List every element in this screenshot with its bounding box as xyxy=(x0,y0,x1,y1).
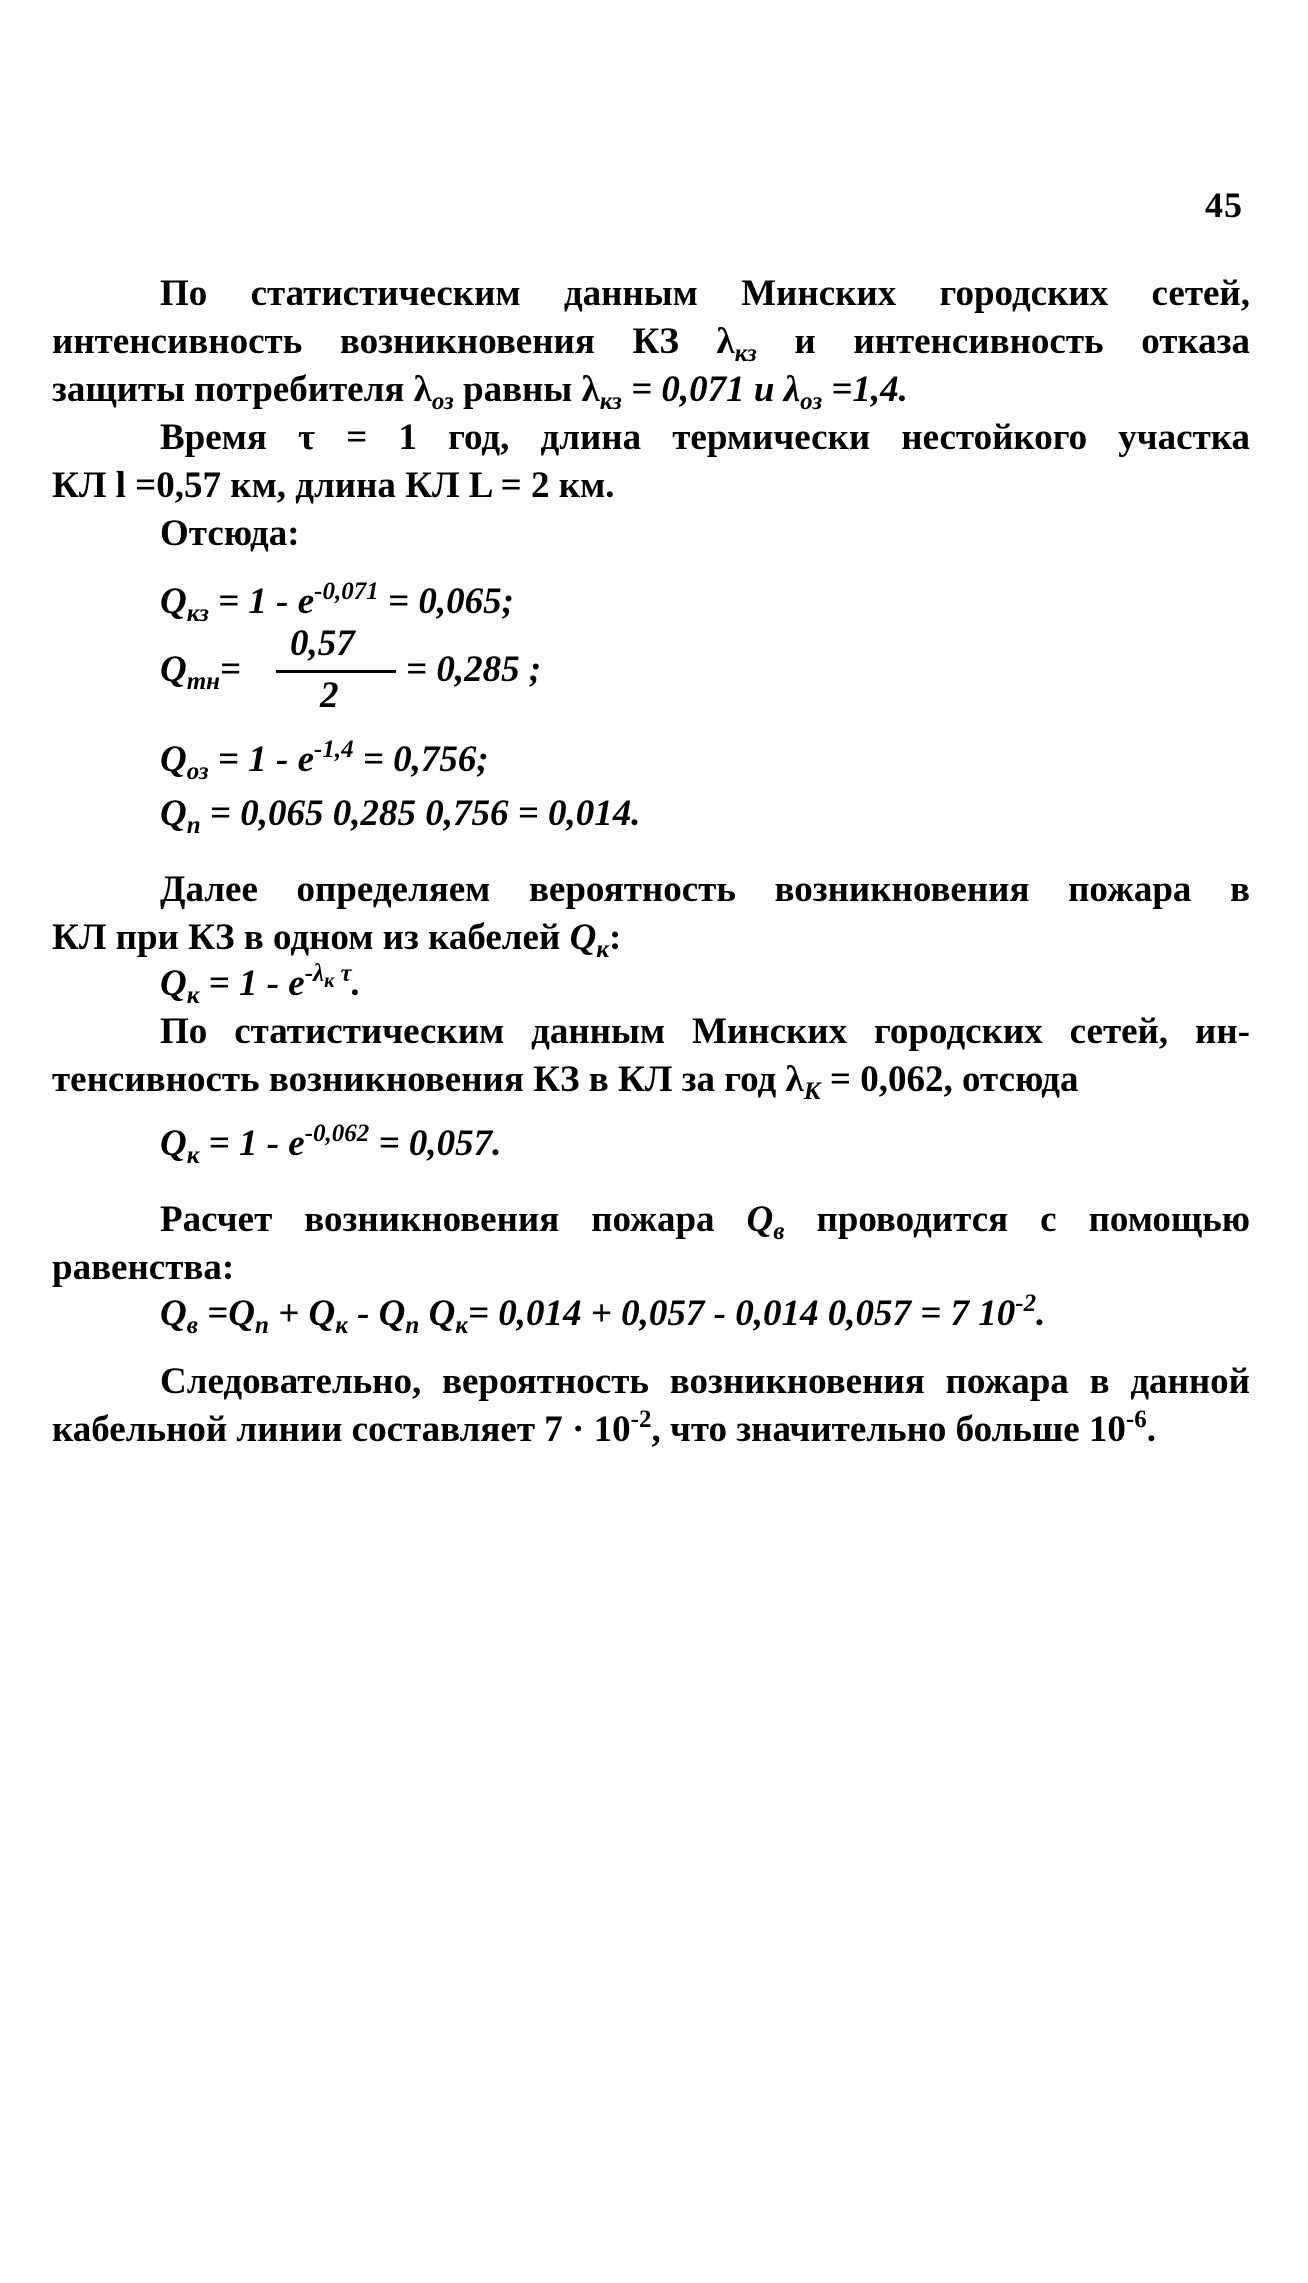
p2-line2: КЛ l =0,57 км, длина КЛ L = 2 км. xyxy=(52,465,615,506)
p4-line2: КЛ при КЗ в одном из кабелей $Q_к$: xyxy=(52,917,622,963)
p1-line2: интенсивность возникновения КЗ $\lambda_{кз}$ и интенсивность отказа xyxy=(52,321,1251,367)
p2-line1: Время τ = 1 год, длина термически нестойкого участка xyxy=(160,417,1250,458)
formula-qk-value: $Q_к = 1 - e^{-0,062} = 0,057$. xyxy=(160,1120,502,1169)
p4-line1: Далее определяем вероятность возникновения пожара в xyxy=(160,869,1250,910)
p1-line1: По статистическим данным Минских городских сетей, xyxy=(160,273,1250,314)
p7-line1: Следовательно, вероятность возникновения пожара в данной xyxy=(160,1361,1250,1402)
p1-line3: защиты потребителя $\lambda_{оз}$ равны $\lambda_{кз} = 0,071$ и $\lambda_{оз} =1,4$. xyxy=(52,369,908,415)
formula-qkz: $Q_{кз} = 1 - e^{-0,071} = 0,065$; xyxy=(160,578,514,627)
formula-qtn: $Q_{тн}=$ 0,57 2 = 0,285 ; xyxy=(160,623,542,716)
p6-line2: равенства: xyxy=(52,1247,235,1288)
fraction-bar xyxy=(276,670,396,673)
p5-line1: По статистическим данным Минских городских сетей, ин- xyxy=(160,1011,1250,1052)
page-number: 45 xyxy=(1205,185,1243,225)
formula-qoz: $Q_{оз} = 1 - e^{-1,4} = 0,756$; xyxy=(160,736,489,785)
p3-line1: Отсюда: xyxy=(160,513,300,554)
fraction-numerator: 0,57 xyxy=(290,623,355,664)
p5-line2: тенсивность возникновения КЗ в КЛ за год $\lambda_К = 0,062$, отсюда xyxy=(52,1059,1079,1105)
formula-qv: $Q_в =Q_п + Q_к - Q_п$ $Q_к= 0,014 + 0,057 - 0,014$ 0,057 = 7 $10^{-2}$. xyxy=(160,1290,1046,1339)
p7-line2: кабельной линии составляет $7 \cdot 10^{-2}$, что значительно больше $10^{-6}$. xyxy=(52,1406,1156,1450)
fraction-denominator: 2 xyxy=(320,675,339,716)
p6-line1: Расчет возникновения пожара $Q_в$ проводится с помощью xyxy=(160,1199,1250,1245)
formula-qp: $Q_п = 0,065$ 0,285 0,756 = 0,014. xyxy=(160,793,641,839)
formula-qk-general: $Q_к = 1 - e^{-\lambda_к \tau}$. xyxy=(160,960,361,1009)
